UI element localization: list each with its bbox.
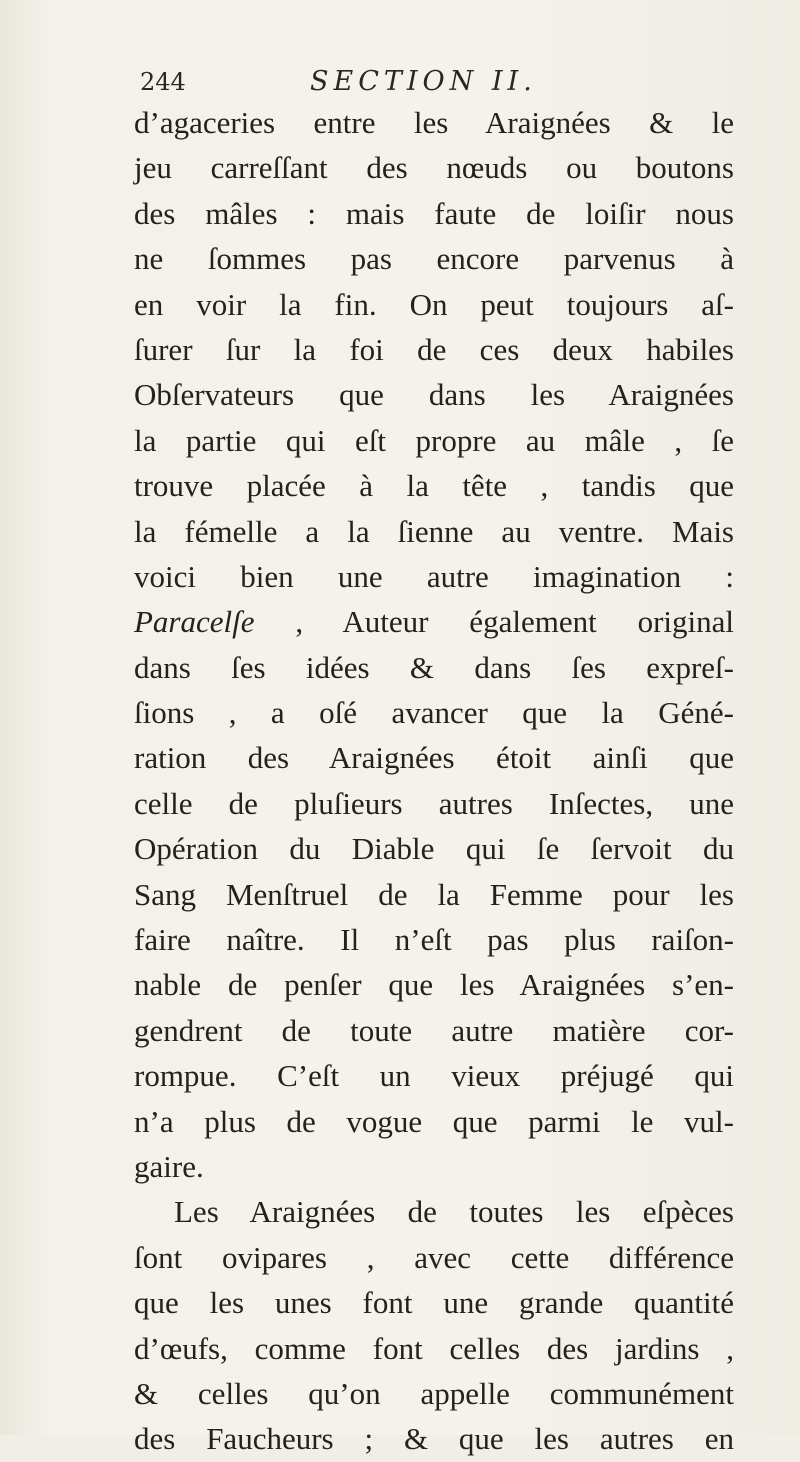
text-line: d’agaceries entre les Araignées & le [134, 105, 734, 140]
text-line: jeu carreſſant des nœuds ou boutons [134, 150, 734, 186]
text-line: ſont ovipares , avec cette différence [134, 1239, 734, 1275]
text-line: en voir la fin. On peut toujours aſ- [134, 286, 734, 322]
text-line: nable de penſer que les Araignées s’en- [134, 967, 734, 1003]
running-head: SECTION II. [310, 66, 537, 97]
text-line: des Faucheurs ; & que les autres en [134, 1421, 734, 1457]
text-line: Sang Menſtruel de la Femme pour les [134, 876, 734, 912]
text-line: ſions , a oſé avancer que la Géné- [134, 695, 734, 731]
text-line: ſurer ſur la foi de ces deux habiles [134, 331, 734, 367]
text-line: & celles qu’on appelle communément [134, 1375, 734, 1411]
text-line: faire naître. Il n’eſt pas plus raiſon- [134, 922, 734, 958]
text-line: dans ſes idées & dans ſes expreſ- [134, 649, 734, 685]
text-line: n’a plus de vogue que parmi le vul- [134, 1103, 734, 1139]
text-line: Opération du Diable qui ſe ſervoit du [134, 831, 734, 867]
text-line: trouve placée à la tête , tandis que [134, 468, 734, 504]
text-line: d’œufs, comme font celles des jardins , [134, 1330, 734, 1366]
text-line: rompue. C’eſt un vieux préjugé qui [134, 1058, 734, 1094]
body-text [134, 100, 734, 1462]
text-line-paragraph-end: gaire. [134, 1148, 204, 1184]
text-line: ration des Araignées étoit ainſi que [134, 740, 734, 776]
text-line: Obſervateurs que dans les Araignées [134, 377, 734, 413]
text-line: des mâles : mais faute de loiſir nous [134, 195, 734, 231]
text-line: que les unes font une grande quantité [134, 1285, 734, 1321]
author-name: Paracelſe [134, 604, 255, 640]
text-line: ne ſommes pas encore parvenus à [134, 241, 734, 277]
text-line: voici bien une autre imagination : [134, 558, 734, 594]
page-header [140, 66, 700, 102]
text-line: gendrent de toute autre matière cor- [134, 1012, 734, 1048]
text-line: celle de pluſieurs autres Inſectes, une [134, 785, 734, 821]
text-line-paragraph-start: Les Araignées de toutes les eſpèces [174, 1194, 734, 1230]
text-line-italic-name: Paracelſe , Auteur également original [134, 604, 734, 640]
text-line: la fémelle a la ſienne au ventre. Mais [134, 513, 734, 549]
page-number: 244 [140, 68, 186, 96]
text-line: la partie qui eſt propre au mâle , ſe [134, 422, 734, 458]
